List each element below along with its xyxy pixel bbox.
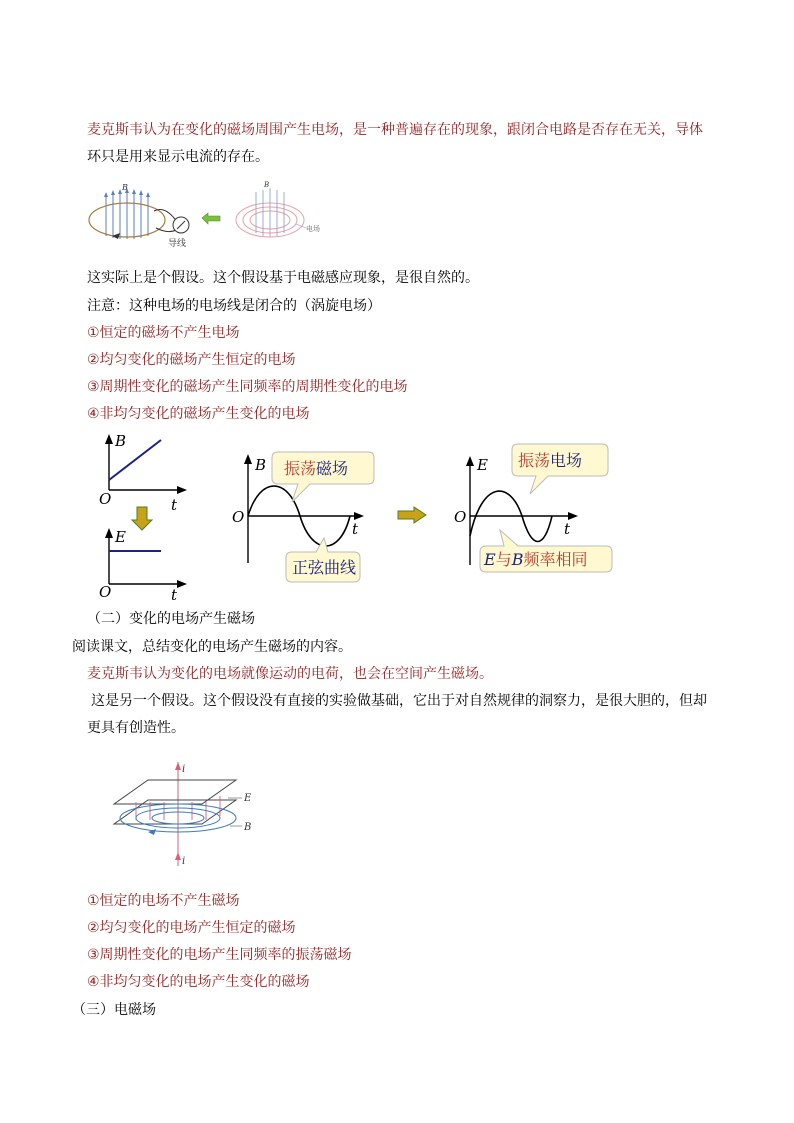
- origin-label-right: O: [454, 508, 467, 526]
- figure-oscillating-b: [230, 448, 390, 583]
- t-axis-label-mid: t: [352, 520, 359, 538]
- b-axis-label: B: [115, 432, 127, 450]
- origin-label-top: O: [99, 490, 112, 508]
- figure-displacement-current: [110, 760, 260, 870]
- list-item-4: ④非均匀变化的磁场产生变化的电场: [87, 406, 310, 422]
- list-item-2: ②均匀变化的磁场产生恒定的电场: [87, 352, 296, 368]
- e-field-label: E: [244, 793, 252, 804]
- bubble-e-word-b: 电场: [550, 451, 583, 470]
- magnetic-field-lines: [106, 191, 148, 239]
- figure-oscillating-e: [452, 440, 622, 585]
- t-axis-label-bottom: t: [171, 586, 178, 604]
- section3-heading: （三）电磁场: [72, 1002, 156, 1018]
- figure-induced-field: [84, 178, 334, 254]
- b-axis-label-mid: B: [255, 456, 267, 474]
- e-axis-label: E: [115, 528, 126, 546]
- figure-linear-b-constant-e: [95, 432, 195, 602]
- bubble-sine-text: 正弦曲线: [292, 558, 357, 577]
- b-field-label-right: B: [264, 181, 270, 189]
- right-arrow-icon: [396, 505, 430, 525]
- current-label-bottom: i: [182, 856, 186, 867]
- t-axis-label-right: t: [564, 520, 571, 538]
- section2-heading: （二）变化的电场产生磁场: [87, 611, 255, 627]
- current-label-top: i: [182, 764, 186, 775]
- e-axis-label-right: E: [477, 456, 488, 474]
- section2-intro: 阅读课文，总结变化的电场产生磁场的内容。: [72, 639, 352, 655]
- section2-maxwell: 麦克斯韦认为变化的电场就像运动的电荷，也会在空间产生磁场。: [87, 666, 493, 682]
- assumption-text: 这实际上是个假设。这个假设基于电磁感应现象，是很自然的。: [87, 270, 479, 286]
- list2-item-1: ①恒定的电场不产生磁场: [87, 893, 240, 909]
- b-field-label: B: [122, 183, 128, 192]
- origin-label-bottom: O: [99, 583, 112, 601]
- note-text: 注意：这种电场的电场线是闭合的（涡旋电场）: [87, 298, 381, 314]
- section2-hypothesis-line1: 这是另一个假设。这个假设没有直接的实验做基础，它出于对自然规律的洞察力，是很大胆的，但却: [91, 693, 707, 709]
- paragraph-maxwell-line2: 环只是用来显示电流的存在。: [87, 149, 269, 165]
- t-axis-label-top: t: [171, 496, 178, 514]
- bubble-same-frequency-text: E与B频率相同: [484, 550, 588, 569]
- bubble-b-word-b: 磁场: [316, 459, 349, 478]
- list2-item-4: ④非均匀变化的电场产生变化的磁场: [87, 974, 310, 990]
- section2-hypothesis-line2: 更具有创造性。: [87, 720, 185, 736]
- electric-field-label: 电场: [306, 225, 320, 233]
- paragraph-maxwell-line1: 麦克斯韦认为在变化的磁场周围产生电场，是一种普遍存在的现象，跟闭合电路是否存在无关，导体: [87, 122, 703, 138]
- list2-item-3: ③周期性变化的电场产生同频率的振荡磁场: [87, 947, 352, 963]
- left-arrow-icon: [202, 213, 220, 224]
- origin-label-mid: O: [232, 508, 245, 526]
- bubble-e-word-a: 振荡: [518, 451, 551, 470]
- list-item-3: ③周期性变化的磁场产生同频率的周期性变化的电场: [87, 379, 408, 395]
- wire-label: 导线: [168, 239, 187, 249]
- b-field-label-fig3: B: [244, 822, 252, 833]
- list-item-1: ①恒定的磁场不产生电场: [87, 325, 240, 341]
- down-arrow-icon: [132, 507, 152, 530]
- bubble-b-word-a: 振荡: [284, 459, 317, 478]
- list2-item-2: ②均匀变化的电场产生恒定的磁场: [87, 920, 296, 936]
